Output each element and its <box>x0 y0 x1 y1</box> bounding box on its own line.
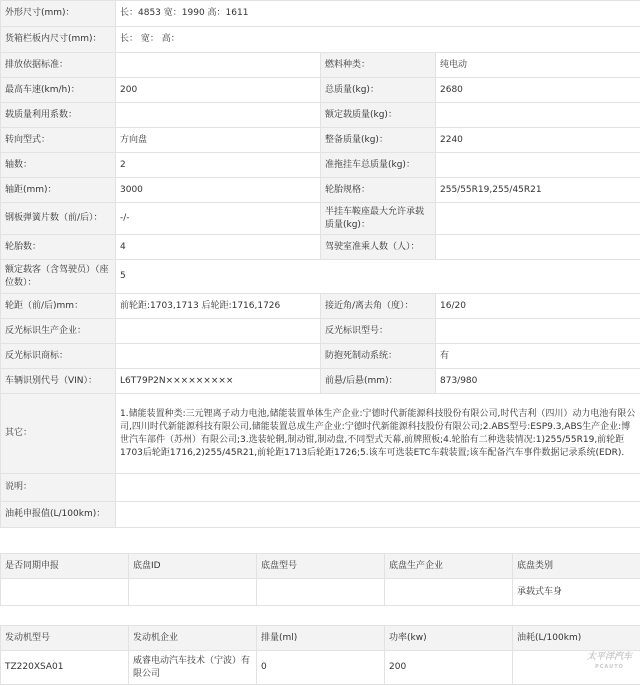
curb-mass-label: 整备质量(kg)： <box>321 128 436 153</box>
total-mass-value: 2680 <box>436 78 640 103</box>
abs-label: 防抱死制动系统： <box>321 344 436 369</box>
total-mass-label: 总质量(kg)： <box>321 78 436 103</box>
chassis-cell <box>257 579 385 606</box>
leaf-springs-value: -/- <box>116 203 321 235</box>
leaf-springs-label: 钢板弹簧片数（前/后）： <box>1 203 116 235</box>
chassis-header: 底盘ID <box>129 554 257 579</box>
saddle-load-value <box>436 203 640 235</box>
steering-value: 方向盘 <box>116 128 321 153</box>
fuel-type-label: 燃料种类： <box>321 53 436 78</box>
spec-row-other <box>1 394 640 474</box>
engine-cell: 200 <box>385 651 513 685</box>
engine-table <box>0 625 640 685</box>
spec-row-consumption <box>1 502 640 528</box>
passengers-value: 5 <box>116 260 640 294</box>
overhang-label: 前悬/后悬(mm)： <box>321 369 436 394</box>
reflector-brand-label: 反光标识商标： <box>1 344 116 369</box>
engine-header-row <box>1 626 640 651</box>
spec-row <box>1 344 640 369</box>
spec-row <box>1 78 640 103</box>
tire-count-value: 4 <box>116 235 321 260</box>
axles-value: 2 <box>116 153 321 178</box>
watermark-name: 太平洋汽车 <box>586 652 632 662</box>
tire-count-label: 轮胎数： <box>1 235 116 260</box>
spec-row <box>1 128 640 153</box>
approach-departure-label: 接近角/离去角（度）： <box>321 294 436 319</box>
reflector-brand-value <box>116 344 321 369</box>
abs-value: 有 <box>436 344 640 369</box>
chassis-row <box>1 579 640 606</box>
max-speed-value: 200 <box>116 78 321 103</box>
cargo-box-value: 长： 宽： 高： <box>116 27 640 53</box>
steering-label: 转向型式： <box>1 128 116 153</box>
overhang-value: 873/980 <box>436 369 640 394</box>
engine-header: 发动机企业 <box>129 626 257 651</box>
spec-row-remark <box>1 474 640 502</box>
spec-row <box>1 369 640 394</box>
reflector-model-value <box>436 319 640 344</box>
emission-standard-value <box>116 53 321 78</box>
spec-row <box>1 178 640 203</box>
max-speed-label: 最高车速(km/h)： <box>1 78 116 103</box>
vin-value: L6T79P2N××××××××× <box>116 369 321 394</box>
vin-label: 车辆识别代号（VIN）： <box>1 369 116 394</box>
curb-mass-value: 2240 <box>436 128 640 153</box>
engine-header: 油耗(L/100km) <box>513 626 640 651</box>
chassis-header-row <box>1 554 640 579</box>
passengers-label: 额定载客（含驾驶员）（座位数）： <box>1 260 116 294</box>
approach-departure-value: 16/20 <box>436 294 640 319</box>
tire-spec-value: 255/55R19,255/45R21 <box>436 178 640 203</box>
engine-cell: 0 <box>257 651 385 685</box>
chassis-cell <box>385 579 513 606</box>
consumption-label: 油耗申报值(L/100km)： <box>1 502 116 528</box>
dimensions-label: 外形尺寸(mm)： <box>1 1 116 27</box>
cab-seats-value <box>436 235 640 260</box>
chassis-header: 底盘类别 <box>513 554 640 579</box>
spec-row <box>1 294 640 319</box>
axles-label: 轴数： <box>1 153 116 178</box>
spec-row-passengers <box>1 260 640 294</box>
spec-row <box>1 319 640 344</box>
consumption-value <box>116 502 640 528</box>
spec-row <box>1 153 640 178</box>
other-label: 其它： <box>1 394 116 474</box>
engine-cell: TZ220XSA01 <box>1 651 129 685</box>
engine-header: 发动机型号 <box>1 626 129 651</box>
reflector-maker-label: 反光标识生产企业： <box>1 319 116 344</box>
fuel-type-value: 纯电动 <box>436 53 640 78</box>
reflector-maker-value <box>116 319 321 344</box>
engine-header: 功率(kw) <box>385 626 513 651</box>
watermark-logo <box>587 652 632 672</box>
chassis-header: 底盘型号 <box>257 554 385 579</box>
trailer-mass-label: 准拖挂车总质量(kg)： <box>321 153 436 178</box>
rated-load-label: 额定载质量(kg)： <box>321 103 436 128</box>
rated-load-value <box>436 103 640 128</box>
cargo-box-label: 货箱栏板内尺寸(mm)： <box>1 27 116 53</box>
load-factor-value <box>116 103 321 128</box>
cab-seats-label: 驾驶室准乘人数（人）： <box>321 235 436 260</box>
emission-standard-label: 排放依据标准： <box>1 53 116 78</box>
spec-row <box>1 103 640 128</box>
remark-label: 说明： <box>1 474 116 502</box>
watermark-sub: PCAUTO <box>595 664 624 670</box>
wheelbase-value: 3000 <box>116 178 321 203</box>
chassis-cell: 承载式车身 <box>513 579 640 606</box>
reflector-model-label: 反光标识型号： <box>321 319 436 344</box>
chassis-cell <box>129 579 257 606</box>
engine-header: 排量(ml) <box>257 626 385 651</box>
track-value: 前轮距:1703,1713 后轮距:1716,1726 <box>116 294 321 319</box>
chassis-header: 是否同期申报 <box>1 554 129 579</box>
spec-row-cargo <box>1 27 640 53</box>
chassis-table <box>0 553 640 606</box>
load-factor-label: 载质量利用系数： <box>1 103 116 128</box>
tire-spec-label: 轮胎规格： <box>321 178 436 203</box>
chassis-cell <box>1 579 129 606</box>
remark-value <box>116 474 640 502</box>
spec-row <box>1 203 640 235</box>
wheelbase-label: 轴距(mm)： <box>1 178 116 203</box>
trailer-mass-value <box>436 153 640 178</box>
spec-row <box>1 53 640 78</box>
chassis-header: 底盘生产企业 <box>385 554 513 579</box>
spec-row-dimensions <box>1 1 640 27</box>
engine-cell: 威睿电动汽车技术（宁波）有限公司 <box>129 651 257 685</box>
other-notes: 1.储能装置种类:三元锂离子动力电池,储能装置单体生产企业:宁德时代新能源科技股份有限公司,时代吉利（四川）动力电池有限公司,四川时代新能源科技有限公司,储能装置总成生产企业:宁德时代新能源科技股份有限公司;2.ABS型号:ESP9.3,ABS生产企业:博世汽车部件（苏州）有限公司;3.选装轮辋,制动钳,制动盘,不同型式天幕,前牌照板;4.轮胎有二种选装情况:1)255/55R19,前轮距1703后轮距1716,2)255/45R21,前轮距1713后轮距1726;5.该车可选装ETC车载装置;该车配备汽车事件数据记录系统(EDR). <box>116 394 640 474</box>
spec-row <box>1 235 640 260</box>
track-label: 轮距（前/后)mm： <box>1 294 116 319</box>
saddle-load-label: 半挂车鞍座最大允许承载质量(kg)： <box>321 203 436 235</box>
engine-row <box>1 651 640 685</box>
dimensions-value: 长：4853 宽：1990 高：1611 <box>116 1 640 27</box>
